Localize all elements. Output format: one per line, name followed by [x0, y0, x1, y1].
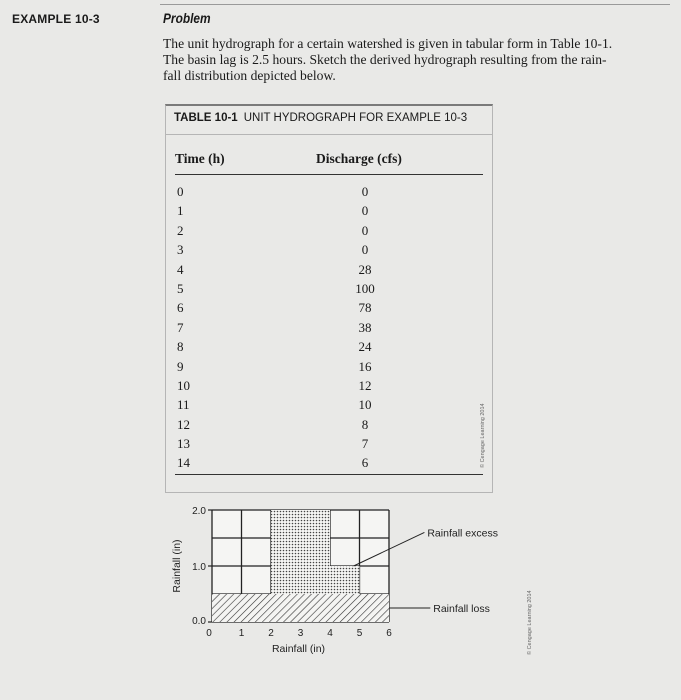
time-cell: 10 — [177, 377, 190, 393]
rainfall-loss-bar — [301, 594, 331, 622]
x-tick-label: 5 — [356, 628, 363, 639]
copyright-watermark: © Cengage Learning 2014 — [480, 403, 486, 468]
x-tick-label: 1 — [238, 628, 245, 639]
time-cell: 8 — [177, 339, 184, 355]
time-header: Time (h) — [175, 151, 225, 166]
time-cell: 12 — [177, 416, 190, 432]
x-axis-title: Rainfall (in) — [271, 643, 326, 655]
discharge-cell: 7 — [361, 436, 369, 452]
rainfall-excess-bar — [301, 510, 331, 594]
discharge-cell: 0 — [361, 184, 369, 199]
table-caption-text: UNIT HYDROGRAPH FOR EXAMPLE 10-3 — [243, 112, 468, 124]
discharge-cell: 38 — [358, 319, 372, 335]
rainfall-excess-bar — [271, 510, 301, 594]
discharge-cell: 6 — [361, 455, 369, 471]
rainfall-excess-label: Rainfall excess — [427, 527, 498, 540]
rainfall-loss-bar — [271, 594, 301, 622]
time-cell: 6 — [177, 300, 184, 316]
discharge-cell: 28 — [358, 261, 372, 277]
rainfall-loss-bar — [360, 594, 390, 622]
y-tick-label: 2.0 — [192, 506, 206, 517]
chart-copyright-watermark: © Cengage Learning 2014 — [527, 590, 533, 655]
table-number: TABLE 10-1 — [174, 112, 238, 124]
discharge-cell: 0 — [361, 222, 369, 238]
time-cell: 7 — [177, 319, 184, 335]
discharge-cell: 100 — [355, 280, 375, 296]
x-tick-label: 4 — [327, 628, 333, 639]
x-tick-label: 6 — [386, 628, 392, 639]
time-cell: 9 — [177, 358, 184, 374]
problem-line: fall distribution depicted below. — [163, 68, 336, 83]
time-cell: 1 — [177, 203, 184, 219]
discharge-cell: 78 — [358, 300, 372, 316]
y-axis-title: Rainfall (in) — [171, 539, 183, 593]
example-label: EXAMPLE 10-3 — [12, 12, 100, 26]
time-cell: 5 — [177, 280, 184, 296]
time-cell: 13 — [177, 436, 190, 452]
discharge-cell: 8 — [361, 416, 369, 432]
time-cell: 11 — [177, 397, 190, 413]
x-tick-label: 2 — [268, 628, 274, 639]
rainfall-loss-label: Rainfall loss — [433, 603, 490, 615]
time-cell: 14 — [177, 455, 190, 471]
time-cell: 2 — [177, 222, 184, 238]
discharge-cell: 12 — [358, 377, 372, 393]
time-cell: 4 — [177, 261, 184, 277]
discharge-header: Discharge (cfs) — [316, 151, 402, 166]
rainfall-loss-bar — [330, 594, 360, 622]
rainfall-loss-bar — [212, 594, 242, 622]
x-tick-label: 0 — [206, 628, 212, 639]
rainfall-excess-bar — [330, 566, 360, 594]
x-tick-label: 3 — [297, 628, 304, 639]
problem-title: Problem — [163, 10, 211, 26]
time-cell: 0 — [177, 184, 184, 199]
y-tick-label: 1.0 — [192, 562, 206, 573]
problem-line: The basin lag is 2.5 hours. Sketch the derived hydrograph resulting from the rain- — [163, 52, 607, 67]
discharge-cell: 10 — [358, 397, 372, 413]
problem-line: The unit hydrograph for a certain watershed is given in tabular form in Table 10-1. — [163, 36, 613, 51]
discharge-cell: 24 — [358, 339, 372, 355]
discharge-cell: 0 — [361, 203, 369, 219]
y-tick-label: 0.0 — [192, 616, 206, 627]
time-cell: 3 — [177, 242, 184, 258]
rainfall-loss-bar — [242, 594, 272, 622]
discharge-cell: 16 — [358, 358, 372, 374]
discharge-cell: 0 — [361, 242, 369, 258]
